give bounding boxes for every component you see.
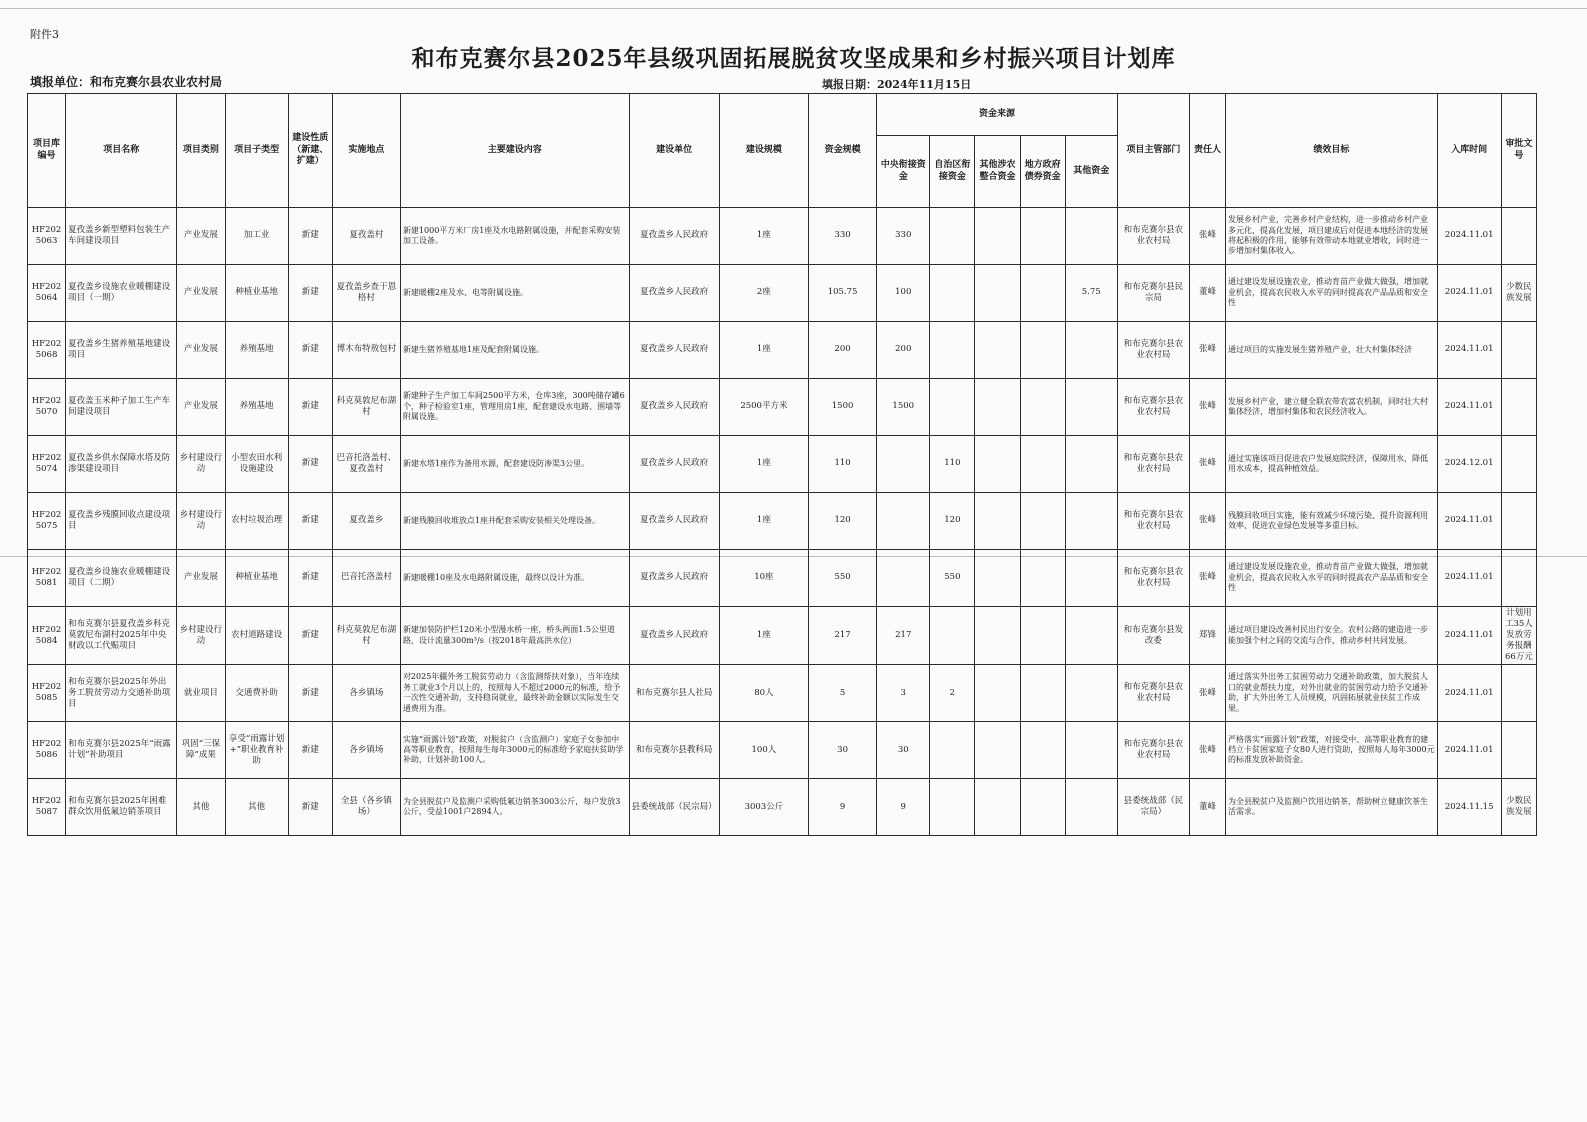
cell-builder: 夏孜盖乡人民政府 <box>629 436 719 493</box>
cell-local-bond <box>1020 493 1065 550</box>
cell-entry-time: 2024.12.01 <box>1437 436 1501 493</box>
cell-location: 全县（各乡镇场） <box>332 779 400 836</box>
cell-other <box>1065 379 1117 436</box>
cell-approval <box>1501 379 1536 436</box>
cell-approval <box>1501 665 1536 722</box>
cell-local-bond <box>1020 779 1065 836</box>
cell-local-bond <box>1020 208 1065 265</box>
cell-agri-integrated <box>975 550 1020 607</box>
cell-content: 为全县脱贫户及监测户采购低氟边销茶3003公斤，每户发放3公斤，受益1001户2894人。 <box>400 779 629 836</box>
cell-scale: 1座 <box>719 607 808 665</box>
cell-autonomous <box>930 779 975 836</box>
cell-code: HF2025063 <box>28 208 66 265</box>
cell-content: 对2025年疆外务工脱贫劳动力（含监测帮扶对象），当年连续务工就业3个月以上的，按照每人不超过2000元的标准，给予一次性交通补助，支持稳岗就业，最终补助金额以实际发生交通费用为准。 <box>400 665 629 722</box>
cell-approval <box>1501 722 1536 779</box>
cell-location: 各乡镇场 <box>332 665 400 722</box>
cell-location: 科克莫敦尼布湖村 <box>332 379 400 436</box>
cell-fund-scale: 550 <box>809 550 877 607</box>
cell-person: 郑锋 <box>1189 607 1225 665</box>
cell-person: 张峰 <box>1189 322 1225 379</box>
cell-central: 200 <box>877 322 930 379</box>
cell-nature: 新建 <box>288 436 332 493</box>
cell-name: 夏孜盖玉米种子加工生产车间建设项目 <box>66 379 177 436</box>
cell-name: 夏孜盖乡残膜回收点建设项目 <box>66 493 177 550</box>
cell-other <box>1065 722 1117 779</box>
cell-agri-integrated <box>975 436 1020 493</box>
cell-autonomous <box>930 722 975 779</box>
cell-fund-scale: 217 <box>809 607 877 665</box>
header-entry-time: 入库时间 <box>1437 94 1501 208</box>
cell-entry-time: 2024.11.01 <box>1437 493 1501 550</box>
cell-name: 夏孜盖乡生猪养殖基地建设项目 <box>66 322 177 379</box>
cell-subtype: 养殖基地 <box>225 379 288 436</box>
cell-scale: 80人 <box>719 665 808 722</box>
fill-date: 填报日期：2024年11月15日 <box>822 78 972 91</box>
header-subtype: 项目子类型 <box>225 94 288 208</box>
cell-builder: 夏孜盖乡人民政府 <box>629 493 719 550</box>
cell-fund-scale: 105.75 <box>809 265 877 322</box>
header-other: 其他资金 <box>1065 136 1117 208</box>
cell-approval: 少数民族发展 <box>1501 265 1536 322</box>
cell-performance: 通过实施该项目促进农户发展庭院经济，保障用水，降低用水成本，提高种植效益。 <box>1226 436 1438 493</box>
cell-central: 100 <box>877 265 930 322</box>
cell-category: 其他 <box>177 779 225 836</box>
cell-scale: 1座 <box>719 436 808 493</box>
cell-content: 新建加装防护栏120米小型漫水桥一座，桥头两面1.5公里道路，设计流量300m³/s（按2018年最高洪水位） <box>400 607 629 665</box>
cell-autonomous: 110 <box>930 436 975 493</box>
cell-autonomous <box>930 379 975 436</box>
cell-dept: 和布克赛尔县农业农村局 <box>1117 208 1189 265</box>
cell-performance: 严格落实“雨露计划”政策，对接受中、高等职业教育的建档立卡贫困家庭子女80人进行资助，按照每人每年3000元的标准发放补助资金。 <box>1226 722 1438 779</box>
cell-agri-integrated <box>975 779 1020 836</box>
cell-builder: 和布克赛尔县教科局 <box>629 722 719 779</box>
cell-dept: 和布克赛尔县农业农村局 <box>1117 722 1189 779</box>
cell-category: 乡村建设行动 <box>177 607 225 665</box>
cell-approval: 计划用工35人发放劳务报酬66万元 <box>1501 607 1536 665</box>
cell-autonomous <box>930 208 975 265</box>
cell-code: HF2025074 <box>28 436 66 493</box>
header-location: 实施地点 <box>332 94 400 208</box>
cell-person: 董峰 <box>1189 779 1225 836</box>
cell-category: 产业发展 <box>177 265 225 322</box>
header-dept: 项目主管部门 <box>1117 94 1189 208</box>
cell-other <box>1065 665 1117 722</box>
cell-autonomous <box>930 265 975 322</box>
cell-agri-integrated <box>975 493 1020 550</box>
cell-dept: 和布克赛尔县农业农村局 <box>1117 379 1189 436</box>
cell-scale: 2500平方米 <box>719 379 808 436</box>
cell-builder: 夏孜盖乡人民政府 <box>629 265 719 322</box>
cell-dept: 和布克赛尔县农业农村局 <box>1117 550 1189 607</box>
cell-other <box>1065 493 1117 550</box>
cell-code: HF2025085 <box>28 665 66 722</box>
cell-central <box>877 550 930 607</box>
cell-other <box>1065 779 1117 836</box>
cell-location: 巴音托洛盖村 <box>332 550 400 607</box>
cell-scale: 1座 <box>719 493 808 550</box>
header-central: 中央衔接资金 <box>877 136 930 208</box>
cell-dept: 和布克赛尔县农业农村局 <box>1117 493 1189 550</box>
cell-code: HF2025075 <box>28 493 66 550</box>
fill-unit: 填报单位：和布克赛尔县农业农村局 <box>30 75 223 89</box>
header-nature: 建设性质（新建、扩建） <box>288 94 332 208</box>
cell-approval <box>1501 493 1536 550</box>
cell-content: 新建1000平方米厂房1座及水电路附属设施，并配套采购安装加工设备。 <box>400 208 629 265</box>
cell-nature: 新建 <box>288 379 332 436</box>
cell-local-bond <box>1020 436 1065 493</box>
header-autonomous: 自治区衔接资金 <box>930 136 975 208</box>
table-row <box>28 779 1537 836</box>
cell-builder: 县委统战部（民宗局） <box>629 779 719 836</box>
cell-entry-time: 2024.11.01 <box>1437 722 1501 779</box>
cell-location: 科克莫敦尼布湖村 <box>332 607 400 665</box>
cell-central <box>877 436 930 493</box>
cell-subtype: 小型农田水利设施建设 <box>225 436 288 493</box>
cell-agri-integrated <box>975 322 1020 379</box>
cell-fund-scale: 120 <box>809 493 877 550</box>
cell-person: 张峰 <box>1189 665 1225 722</box>
cell-agri-integrated <box>975 208 1020 265</box>
cell-fund-scale: 30 <box>809 722 877 779</box>
cell-autonomous: 120 <box>930 493 975 550</box>
cell-content: 新建残膜回收堆放点1座并配套采购安装相关处理设备。 <box>400 493 629 550</box>
cell-subtype: 农村道路建设 <box>225 607 288 665</box>
cell-code: HF2025070 <box>28 379 66 436</box>
cell-location: 夏孜盖乡查干恩格村 <box>332 265 400 322</box>
cell-location: 博木布特敖包村 <box>332 322 400 379</box>
cell-content: 新建生猪养殖基地1座及配套附属设施。 <box>400 322 629 379</box>
cell-scale: 1座 <box>719 208 808 265</box>
header-local-bond: 地方政府债券资金 <box>1020 136 1065 208</box>
cell-builder: 和布克赛尔县人社局 <box>629 665 719 722</box>
cell-scale: 3003公斤 <box>719 779 808 836</box>
cell-scale: 100人 <box>719 722 808 779</box>
cell-name: 和布克赛尔县2025年“雨露计划”补助项目 <box>66 722 177 779</box>
cell-central: 330 <box>877 208 930 265</box>
cell-code: HF2025068 <box>28 322 66 379</box>
header-content: 主要建设内容 <box>400 94 629 208</box>
header-scale: 建设规模 <box>719 94 808 208</box>
header-name: 项目名称 <box>66 94 177 208</box>
cell-central: 3 <box>877 665 930 722</box>
cell-subtype: 加工业 <box>225 208 288 265</box>
cell-performance: 通过落实外出务工贫困劳动力交通补助政策，加大脱贫人口的就业帮扶力度，对外出就业的贫困劳动力给予交通补助，扩大外出务工人员规模，巩固拓展就业扶贫工作成果。 <box>1226 665 1438 722</box>
cell-agri-integrated <box>975 665 1020 722</box>
cell-performance: 发展乡村产业，完善乡村产业结构，进一步推动乡村产业多元化，提高化发展，项目建成后对促进本地经济的发展将起积极的作用，能够有效带动本地就业增收，同时进一步增加村集体收入。 <box>1226 208 1438 265</box>
cell-entry-time: 2024.11.01 <box>1437 322 1501 379</box>
cell-other: 5.75 <box>1065 265 1117 322</box>
cell-code: HF2025087 <box>28 779 66 836</box>
cell-nature: 新建 <box>288 322 332 379</box>
header-approval: 审批文号 <box>1501 94 1536 208</box>
cell-code: HF2025081 <box>28 550 66 607</box>
cell-category: 乡村建设行动 <box>177 493 225 550</box>
cell-name: 和布克赛尔县2025年外出务工脱贫劳动力交通补助项目 <box>66 665 177 722</box>
page-title: 和布克赛尔县2025年县级巩固拓展脱贫攻坚成果和乡村振兴项目计划库 <box>411 45 1176 72</box>
cell-approval <box>1501 436 1536 493</box>
cell-dept: 和布克赛尔县农业农村局 <box>1117 322 1189 379</box>
attachment-label: 附件3 <box>30 28 59 41</box>
cell-builder: 夏孜盖乡人民政府 <box>629 322 719 379</box>
cell-approval <box>1501 322 1536 379</box>
cell-dept: 和布克赛尔县农业农村局 <box>1117 665 1189 722</box>
cell-subtype: 种植业基地 <box>225 265 288 322</box>
cell-scale: 10座 <box>719 550 808 607</box>
cell-category: 产业发展 <box>177 208 225 265</box>
cell-fund-scale: 9 <box>809 779 877 836</box>
cell-person: 张峰 <box>1189 379 1225 436</box>
table-row <box>28 265 1537 322</box>
cell-name: 夏孜盖乡新型塑料包装生产车间建设项目 <box>66 208 177 265</box>
cell-performance: 发展乡村产业，建立健全联农带农富农机制，同时壮大村集体经济，增加村集体和农民经济收入。 <box>1226 379 1438 436</box>
cell-person: 张峰 <box>1189 493 1225 550</box>
cell-agri-integrated <box>975 265 1020 322</box>
cell-location: 夏孜盖村 <box>332 208 400 265</box>
cell-fund-scale: 5 <box>809 665 877 722</box>
cell-person: 张峰 <box>1189 722 1225 779</box>
cell-person: 董峰 <box>1189 265 1225 322</box>
table-row <box>28 493 1537 550</box>
cell-category: 就业项目 <box>177 665 225 722</box>
scan-line-top <box>0 8 1587 9</box>
cell-subtype: 其他 <box>225 779 288 836</box>
cell-person: 张峰 <box>1189 436 1225 493</box>
cell-content: 新建暖棚2座及水、电等附属设施。 <box>400 265 629 322</box>
cell-location: 夏孜盖乡 <box>332 493 400 550</box>
cell-dept: 和布克赛尔县农业农村局 <box>1117 436 1189 493</box>
cell-fund-scale: 1500 <box>809 379 877 436</box>
cell-entry-time: 2024.11.01 <box>1437 379 1501 436</box>
cell-entry-time: 2024.11.01 <box>1437 550 1501 607</box>
header-category: 项目类别 <box>177 94 225 208</box>
header-person: 责任人 <box>1189 94 1225 208</box>
cell-code: HF2025064 <box>28 265 66 322</box>
header-code: 项目库编号 <box>28 94 66 208</box>
cell-other <box>1065 208 1117 265</box>
cell-autonomous <box>930 607 975 665</box>
cell-nature: 新建 <box>288 265 332 322</box>
table-row <box>28 322 1537 379</box>
cell-location: 巴音托洛盖村、夏孜盖村 <box>332 436 400 493</box>
cell-name: 和布克赛尔县2025年困难群众饮用低氟边销茶项目 <box>66 779 177 836</box>
cell-subtype: 种植业基地 <box>225 550 288 607</box>
cell-central: 30 <box>877 722 930 779</box>
cell-entry-time: 2024.11.01 <box>1437 665 1501 722</box>
table-row <box>28 607 1537 665</box>
cell-category: 产业发展 <box>177 550 225 607</box>
cell-name: 夏孜盖乡设施农业暖棚建设项目（二期） <box>66 550 177 607</box>
cell-dept: 县委统战部（民宗局） <box>1117 779 1189 836</box>
cell-category: 巩固“三保障”成果 <box>177 722 225 779</box>
cell-entry-time: 2024.11.01 <box>1437 265 1501 322</box>
cell-local-bond <box>1020 265 1065 322</box>
table-row <box>28 436 1537 493</box>
cell-central: 9 <box>877 779 930 836</box>
cell-other <box>1065 607 1117 665</box>
cell-dept: 和布克赛尔县发改委 <box>1117 607 1189 665</box>
cell-scale: 2座 <box>719 265 808 322</box>
cell-approval <box>1501 208 1536 265</box>
cell-autonomous: 2 <box>930 665 975 722</box>
cell-nature: 新建 <box>288 607 332 665</box>
cell-content: 实施“雨露计划”政策，对脱贫户（含监测户）家庭子女参加中高等职业教育，按照每生每年3000元的标准给予家庭扶贫助学补助，计划补助100人。 <box>400 722 629 779</box>
cell-nature: 新建 <box>288 208 332 265</box>
header-fund-source: 资金来源 <box>877 94 1118 136</box>
cell-location: 各乡镇场 <box>332 722 400 779</box>
cell-approval <box>1501 550 1536 607</box>
cell-builder: 夏孜盖乡人民政府 <box>629 607 719 665</box>
cell-subtype: 养殖基地 <box>225 322 288 379</box>
cell-autonomous: 550 <box>930 550 975 607</box>
table-row <box>28 722 1537 779</box>
cell-subtype: 交通费补助 <box>225 665 288 722</box>
cell-nature: 新建 <box>288 665 332 722</box>
cell-performance: 通过建设发展设施农业，推动育苗产业做大做强，增加就业机会，提高农民收入水平的同时提高农产品品质和安全性 <box>1226 550 1438 607</box>
cell-local-bond <box>1020 607 1065 665</box>
cell-agri-integrated <box>975 722 1020 779</box>
cell-autonomous <box>930 322 975 379</box>
cell-central: 217 <box>877 607 930 665</box>
cell-performance: 通过项目建设改善村民出行安全。农村公路的建造进一步能加强个村之间的交流与合作，推动乡村共同发展。 <box>1226 607 1438 665</box>
cell-person: 张峰 <box>1189 550 1225 607</box>
cell-nature: 新建 <box>288 493 332 550</box>
cell-dept: 和布克赛尔县民宗局 <box>1117 265 1189 322</box>
cell-agri-integrated <box>975 379 1020 436</box>
cell-content: 新建暖棚10座及水电路附属设施，最终以设计为准。 <box>400 550 629 607</box>
cell-central <box>877 493 930 550</box>
cell-category: 产业发展 <box>177 379 225 436</box>
cell-nature: 新建 <box>288 779 332 836</box>
cell-nature: 新建 <box>288 722 332 779</box>
cell-name: 和布克赛尔县夏孜盖乡科克莫敦尼布湖村2025年中央财政以工代赈项目 <box>66 607 177 665</box>
cell-fund-scale: 200 <box>809 322 877 379</box>
cell-scale: 1座 <box>719 322 808 379</box>
cell-local-bond <box>1020 379 1065 436</box>
cell-name: 夏孜盖乡设施农业暖棚建设项目（一期） <box>66 265 177 322</box>
cell-performance: 通过项目的实施发展生猪养殖产业，壮大村集体经济 <box>1226 322 1438 379</box>
cell-local-bond <box>1020 550 1065 607</box>
cell-other <box>1065 322 1117 379</box>
table-row <box>28 550 1537 607</box>
cell-central: 1500 <box>877 379 930 436</box>
cell-subtype: 享受“雨露计划+”职业教育补助 <box>225 722 288 779</box>
cell-builder: 夏孜盖乡人民政府 <box>629 550 719 607</box>
cell-performance: 残膜回收项目实施，能有效减少环境污染、提升资源利用效率、促进农业绿色发展等多重目标。 <box>1226 493 1438 550</box>
table-row <box>28 665 1537 722</box>
cell-subtype: 农村垃圾治理 <box>225 493 288 550</box>
project-table <box>27 93 1537 836</box>
cell-performance: 为全县脱贫户及监测户饮用边销茶，帮助树立健康饮茶生活需求。 <box>1226 779 1438 836</box>
header-builder: 建设单位 <box>629 94 719 208</box>
cell-local-bond <box>1020 322 1065 379</box>
cell-local-bond <box>1020 665 1065 722</box>
cell-entry-time: 2024.11.15 <box>1437 779 1501 836</box>
cell-performance: 通过建设发展设施农业，推动育苗产业做大做强，增加就业机会，提高农民收入水平的同时提高农产品品质和安全性 <box>1226 265 1438 322</box>
cell-content: 新建水塔1座作为备用水源，配套建设防渗渠3公里。 <box>400 436 629 493</box>
cell-person: 张峰 <box>1189 208 1225 265</box>
cell-category: 产业发展 <box>177 322 225 379</box>
cell-code: HF2025084 <box>28 607 66 665</box>
cell-approval: 少数民族发展 <box>1501 779 1536 836</box>
header-fund-scale: 资金规模 <box>809 94 877 208</box>
cell-other <box>1065 550 1117 607</box>
cell-agri-integrated <box>975 607 1020 665</box>
cell-name: 夏孜盖乡供水保障水塔及防渗渠建设项目 <box>66 436 177 493</box>
header-performance: 绩效目标 <box>1226 94 1438 208</box>
cell-fund-scale: 330 <box>809 208 877 265</box>
cell-builder: 夏孜盖乡人民政府 <box>629 208 719 265</box>
table-row <box>28 208 1537 265</box>
cell-entry-time: 2024.11.01 <box>1437 607 1501 665</box>
cell-builder: 夏孜盖乡人民政府 <box>629 379 719 436</box>
cell-nature: 新建 <box>288 550 332 607</box>
cell-content: 新建种子生产加工车间2500平方米，仓库3座，300吨储存罐6个，种子检验室1座，管理用房1座，配套建设水电路、围墙等附属设施。 <box>400 379 629 436</box>
cell-other <box>1065 436 1117 493</box>
header-agri-integrated: 其他涉农整合资金 <box>975 136 1020 208</box>
cell-entry-time: 2024.11.01 <box>1437 208 1501 265</box>
table-row <box>28 379 1537 436</box>
cell-fund-scale: 110 <box>809 436 877 493</box>
cell-local-bond <box>1020 722 1065 779</box>
cell-code: HF2025086 <box>28 722 66 779</box>
cell-category: 乡村建设行动 <box>177 436 225 493</box>
